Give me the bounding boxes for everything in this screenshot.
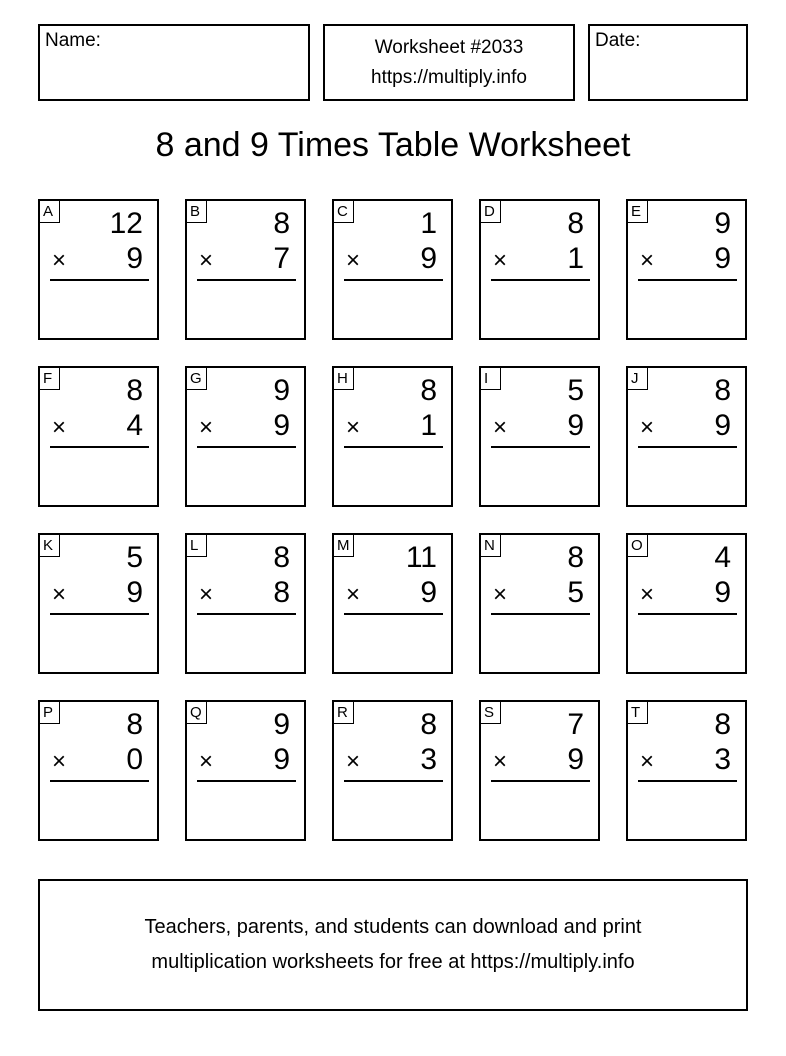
answer-line xyxy=(491,613,590,615)
worksheet-title: 8 and 9 Times Table Worksheet xyxy=(155,126,631,164)
problem-bottom-number: 9 xyxy=(126,242,143,275)
problem-top-number: 12 xyxy=(109,207,143,240)
answer-line xyxy=(638,613,737,615)
problem-letter: D xyxy=(481,201,501,223)
problem-bottom-number: 5 xyxy=(567,576,584,609)
problem-card[interactable] xyxy=(332,199,453,340)
problem-letter: G xyxy=(187,368,207,390)
problem-letter: J xyxy=(628,368,648,390)
answer-line xyxy=(197,780,296,782)
multiply-sign: × xyxy=(346,581,361,608)
multiply-sign: × xyxy=(199,581,214,608)
problem-top-number: 5 xyxy=(126,541,143,574)
problem-card[interactable] xyxy=(479,199,600,340)
problem-card[interactable] xyxy=(626,199,747,340)
multiply-sign: × xyxy=(640,247,655,274)
multiply-sign: × xyxy=(346,748,361,775)
problem-letter: C xyxy=(334,201,354,223)
problem-bottom-number: 9 xyxy=(273,409,290,442)
multiply-sign: × xyxy=(493,748,508,775)
problem-top-number: 8 xyxy=(273,207,290,240)
problem-card[interactable] xyxy=(185,700,306,841)
problem-bottom-number: 9 xyxy=(714,409,731,442)
problem-bottom-number: 1 xyxy=(567,242,584,275)
problem-card[interactable] xyxy=(185,366,306,507)
answer-line xyxy=(638,279,737,281)
multiply-sign: × xyxy=(640,581,655,608)
footer-box xyxy=(38,879,748,1011)
problem-bottom-number: 7 xyxy=(273,242,290,275)
multiply-sign: × xyxy=(640,748,655,775)
date-label: Date: xyxy=(595,30,641,51)
worksheet-url: https://multiply.info xyxy=(371,67,527,88)
problem-letter: S xyxy=(481,702,501,724)
problem-top-number: 9 xyxy=(273,374,290,407)
problem-bottom-number: 9 xyxy=(567,743,584,776)
problem-top-number: 8 xyxy=(273,541,290,574)
problem-bottom-number: 4 xyxy=(126,409,143,442)
answer-line xyxy=(197,446,296,448)
problem-card[interactable] xyxy=(332,533,453,674)
problem-card[interactable] xyxy=(185,533,306,674)
answer-line xyxy=(197,613,296,615)
problem-bottom-number: 9 xyxy=(273,743,290,776)
footer-text-line-2: multiplication worksheets for free at https://multiply.info xyxy=(151,951,635,973)
answer-line xyxy=(344,613,443,615)
multiply-sign: × xyxy=(199,247,214,274)
problem-letter: I xyxy=(481,368,501,390)
problem-bottom-number: 9 xyxy=(567,409,584,442)
multiply-sign: × xyxy=(346,247,361,274)
multiply-sign: × xyxy=(493,581,508,608)
problem-letter: L xyxy=(187,535,207,557)
answer-line xyxy=(638,446,737,448)
answer-line xyxy=(50,279,149,281)
multiply-sign: × xyxy=(493,414,508,441)
problem-bottom-number: 9 xyxy=(714,242,731,275)
problem-letter: H xyxy=(334,368,354,390)
problem-top-number: 5 xyxy=(567,374,584,407)
problem-top-number: 9 xyxy=(714,207,731,240)
problem-card[interactable] xyxy=(185,199,306,340)
problem-letter: N xyxy=(481,535,501,557)
problem-bottom-number: 3 xyxy=(714,743,731,776)
answer-line xyxy=(344,780,443,782)
problem-card[interactable] xyxy=(626,366,747,507)
problem-letter: B xyxy=(187,201,207,223)
problem-letter: R xyxy=(334,702,354,724)
problem-bottom-number: 9 xyxy=(420,576,437,609)
problem-card[interactable] xyxy=(38,533,159,674)
problem-top-number: 4 xyxy=(714,541,731,574)
problem-top-number: 1 xyxy=(420,207,437,240)
problem-bottom-number: 0 xyxy=(126,743,143,776)
answer-line xyxy=(50,613,149,615)
answer-line xyxy=(491,279,590,281)
problem-letter: E xyxy=(628,201,648,223)
problem-letter: P xyxy=(40,702,60,724)
problem-top-number: 8 xyxy=(126,708,143,741)
problem-card[interactable] xyxy=(38,366,159,507)
answer-line xyxy=(638,780,737,782)
answer-line xyxy=(491,780,590,782)
multiply-sign: × xyxy=(52,581,67,608)
answer-line xyxy=(50,446,149,448)
problem-letter: F xyxy=(40,368,60,390)
problem-top-number: 8 xyxy=(567,207,584,240)
multiply-sign: × xyxy=(52,748,67,775)
problem-top-number: 8 xyxy=(126,374,143,407)
problem-letter: A xyxy=(40,201,60,223)
problem-letter: Q xyxy=(187,702,207,724)
problem-card[interactable] xyxy=(626,533,747,674)
problem-top-number: 8 xyxy=(714,374,731,407)
multiply-sign: × xyxy=(640,414,655,441)
problem-top-number: 7 xyxy=(567,708,584,741)
problem-top-number: 8 xyxy=(420,374,437,407)
problem-letter: T xyxy=(628,702,648,724)
problem-card[interactable] xyxy=(479,533,600,674)
problem-card[interactable] xyxy=(332,700,453,841)
problem-bottom-number: 9 xyxy=(714,576,731,609)
problem-top-number: 8 xyxy=(567,541,584,574)
answer-line xyxy=(197,279,296,281)
problem-letter: M xyxy=(334,535,354,557)
multiply-sign: × xyxy=(52,247,67,274)
problem-bottom-number: 1 xyxy=(420,409,437,442)
problem-bottom-number: 3 xyxy=(420,743,437,776)
problem-card[interactable] xyxy=(332,366,453,507)
problem-top-number: 8 xyxy=(420,708,437,741)
problem-card[interactable] xyxy=(38,199,159,340)
problem-card[interactable] xyxy=(479,700,600,841)
problem-bottom-number: 9 xyxy=(126,576,143,609)
problem-card[interactable] xyxy=(479,366,600,507)
problem-card[interactable] xyxy=(626,700,747,841)
problem-bottom-number: 8 xyxy=(273,576,290,609)
answer-line xyxy=(50,780,149,782)
multiply-sign: × xyxy=(346,414,361,441)
problem-top-number: 8 xyxy=(714,708,731,741)
multiply-sign: × xyxy=(199,414,214,441)
answer-line xyxy=(491,446,590,448)
answer-line xyxy=(344,279,443,281)
footer-text-line-1: Teachers, parents, and students can download and print xyxy=(144,916,642,938)
answer-line xyxy=(344,446,443,448)
problem-card[interactable] xyxy=(38,700,159,841)
multiply-sign: × xyxy=(52,414,67,441)
name-label: Name: xyxy=(45,30,101,51)
problem-top-number: 9 xyxy=(273,708,290,741)
worksheet-id: Worksheet #2033 xyxy=(374,37,524,58)
problem-letter: K xyxy=(40,535,60,557)
problem-bottom-number: 9 xyxy=(420,242,437,275)
problem-letter: O xyxy=(628,535,648,557)
problem-top-number: 11 xyxy=(405,541,437,574)
multiply-sign: × xyxy=(199,748,214,775)
multiply-sign: × xyxy=(493,247,508,274)
